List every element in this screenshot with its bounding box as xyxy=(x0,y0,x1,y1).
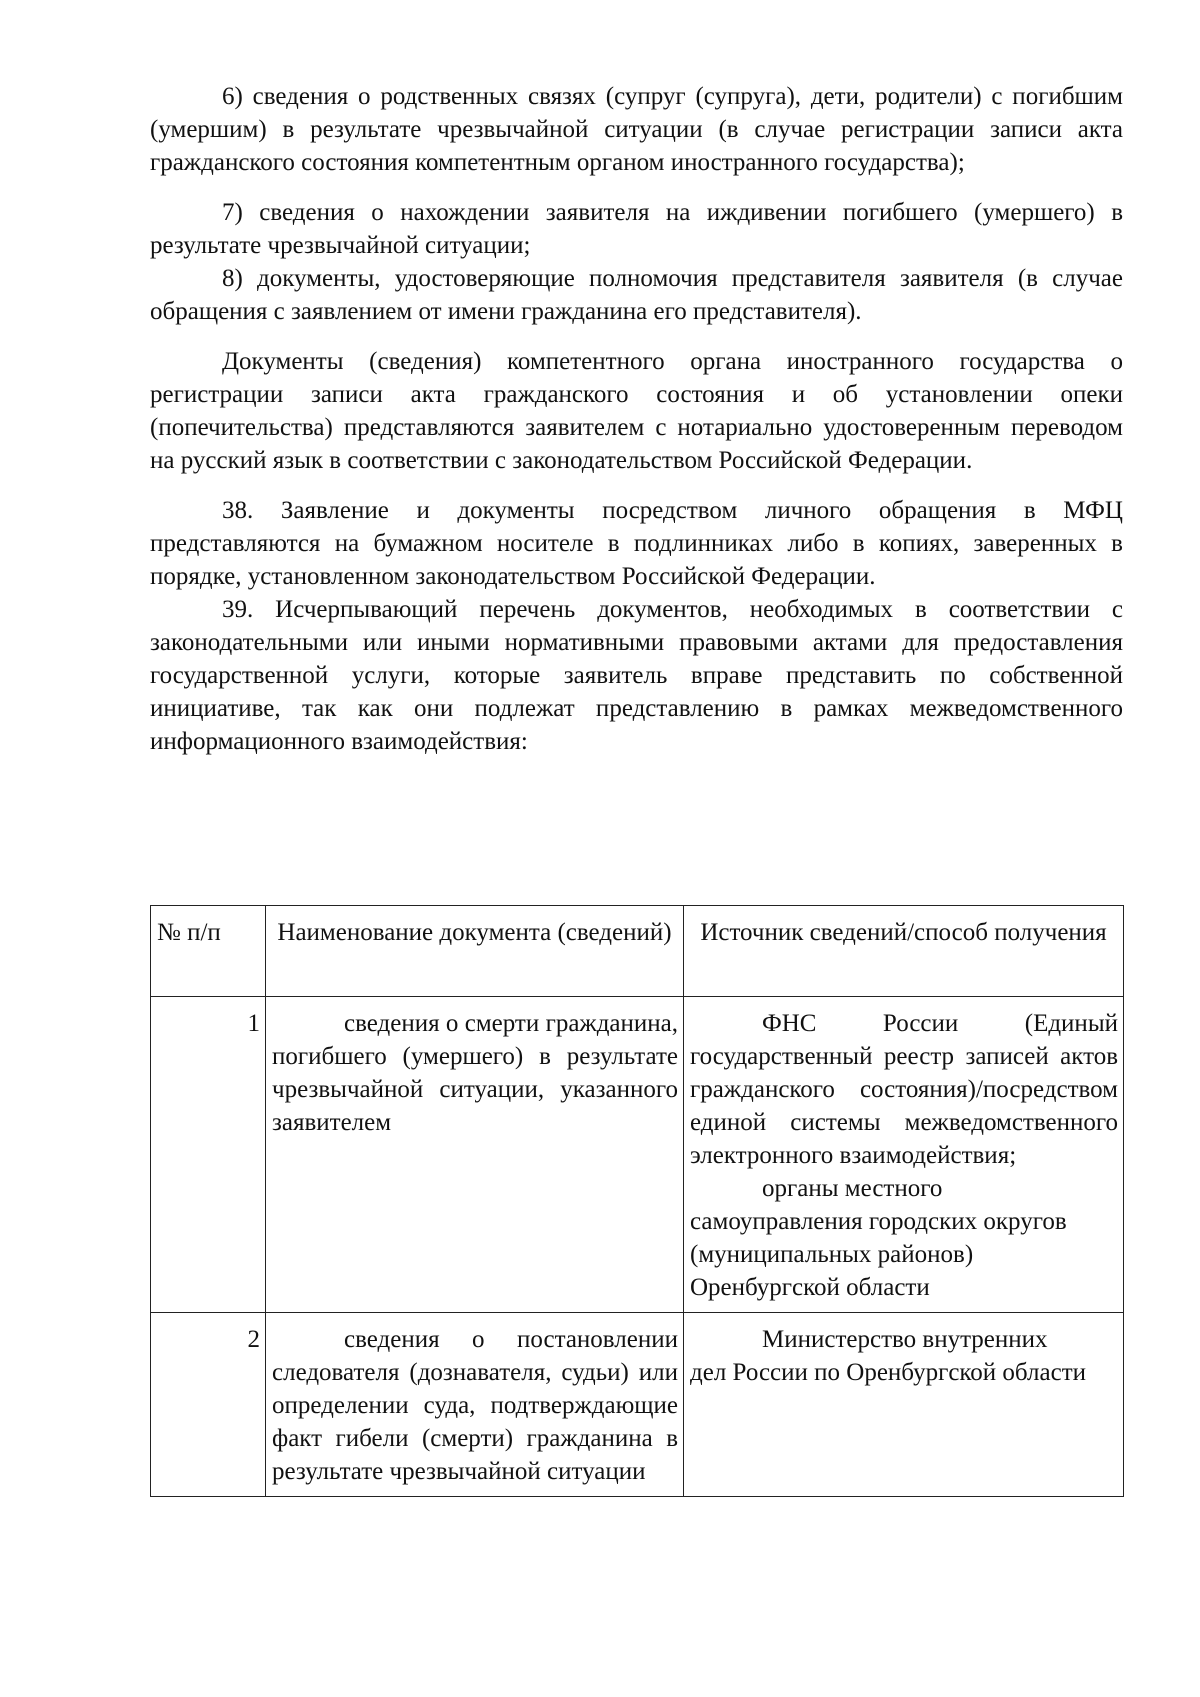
table-header-row xyxy=(151,906,1124,997)
row-source xyxy=(684,1313,1124,1497)
table-row xyxy=(151,1313,1124,1497)
header-document-name: Наименование документа (сведений) xyxy=(266,906,684,997)
row-number: 1 xyxy=(151,997,266,1313)
row-source-part: ФНС России (Единый государственный реестр записей актов гражданского состояния)/посредством единой системы межведомственного электронного взаимодействия; xyxy=(690,1010,1118,1169)
text-section-1 xyxy=(150,80,1123,758)
row-source xyxy=(684,997,1124,1313)
documents-table xyxy=(150,905,1124,1497)
row-source-part: самоуправления городских округов (муниципальных районов) Оренбургской области xyxy=(690,1208,1067,1301)
paragraph-item-7: 7) сведения о нахождении заявителя на иждивении погибшего (умершего) в результате чрезвычайной ситуации; xyxy=(150,199,1123,259)
paragraph-item-8: 8) документы, удостоверяющие полномочия представителя заявителя (в случае обращения с заявлением от имени гражданина его представителя). xyxy=(150,265,1123,325)
paragraph-foreign-documents: Документы (сведения) компетентного органа иностранного государства о регистрации записи акта гражданского состояния и об установлении опеки (попечительства) представляются заявителем с нотариально удостоверенным переводом на русский язык в соответствии с законодательством Российской Федерации. xyxy=(150,348,1123,474)
row-source-part: органы местного xyxy=(762,1175,943,1202)
header-source: Источник сведений/способ получения xyxy=(684,906,1124,997)
row-number: 2 xyxy=(151,1313,266,1497)
row-source-part: Министерство внутренних xyxy=(762,1326,1048,1353)
row-document-name: сведения о смерти гражданина, погибшего (умершего) в результате чрезвычайной ситуации, указанного заявителем xyxy=(266,997,684,1313)
row-document-name: сведения о постановлении следователя (дознавателя, судьи) или определении суда, подтверждающие факт гибели (смерти) гражданина в результате чрезвычайной ситуации xyxy=(266,1313,684,1497)
header-number: № п/п xyxy=(151,906,266,997)
table-row xyxy=(151,997,1124,1313)
row-source-part: дел России по Оренбургской области xyxy=(690,1359,1086,1386)
paragraph-39: 39. Исчерпывающий перечень документов, необходимых в соответствии с законодательными или иными нормативными правовыми актами для предоставления государственной услуги, которые заявитель вправе представить по собственной инициативе, так как они подлежат представлению в рамках межведомственного информационного взаимодействия: xyxy=(150,596,1123,755)
paragraph-38: 38. Заявление и документы посредством личного обращения в МФЦ представляются на бумажном носителе в подлинниках либо в копиях, заверенных в порядке, установленном законодательством Российской Федерации. xyxy=(150,497,1123,590)
paragraph-item-6: 6) сведения о родственных связях (супруг (супруга), дети, родители) с погибшим (умершим) в результате чрезвычайной ситуации (в случае регистрации записи акта гражданского состояния компетентным органом иностранного государства); xyxy=(150,83,1123,176)
